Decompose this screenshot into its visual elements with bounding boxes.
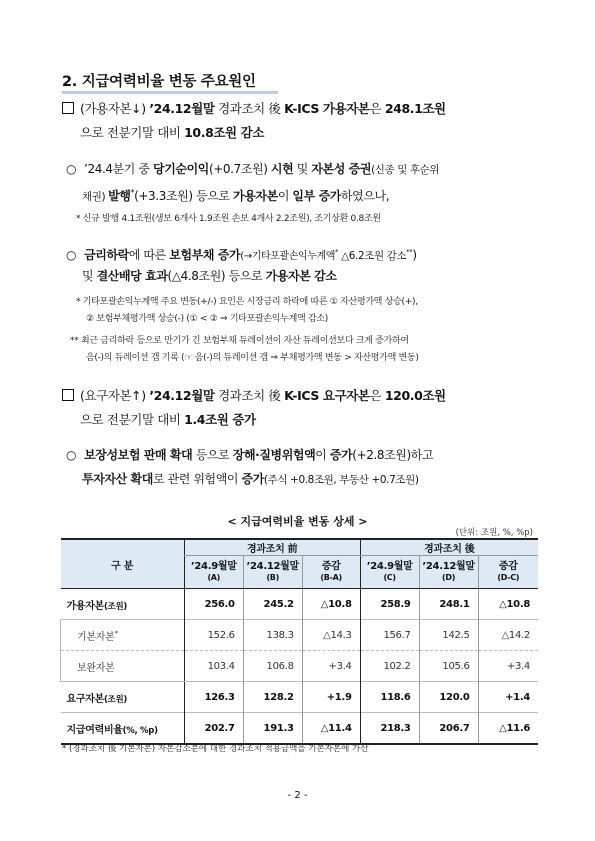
required-prefix: (요구자본↑): [80, 388, 150, 403]
cell: 218.3: [360, 713, 419, 745]
b3-l2a2: (주식 +0.8조원, 부동산 +0.7조원): [263, 474, 419, 486]
row-label: 가용자본(조원): [66, 600, 127, 612]
required-capital-paragraph-line2: [80, 408, 256, 432]
b2-b1: 금리하락: [84, 248, 129, 262]
available-change: 10.8조원 감소: [184, 125, 265, 140]
cell: △10.8: [478, 589, 538, 620]
b1-b1: 당기순이익: [153, 162, 209, 176]
bullet-protection-line2: [82, 467, 419, 492]
cell: 142.5: [419, 620, 478, 651]
b1-a4: (신종 및 후순위: [371, 164, 440, 176]
header-col: ’24.9월말 (C): [360, 556, 419, 589]
row-label: 요구자본(조원): [61, 682, 185, 713]
note-duration-line2: 음(-)의 듀레이션 갭 기록 (☞ 음(-)의 듀레이션 갭 ⇒ 부채평가액 변동 > 자산평가액 변동): [86, 353, 419, 363]
cell: △11.4: [302, 713, 360, 745]
b1-sup: *: [130, 188, 135, 197]
b1-a2: (+0.7조원): [209, 162, 271, 176]
cell: 258.9: [360, 589, 419, 620]
header-col: 증감 (B-A): [302, 556, 360, 589]
b1-l2e: 이: [277, 189, 293, 203]
bullet-rate-drop-line2: [82, 264, 337, 288]
cell: +1.4: [478, 682, 538, 713]
cell: +3.4: [302, 651, 360, 682]
b1-l2b: 발행: [108, 189, 131, 203]
b1-a3: 및: [293, 162, 312, 176]
b3-l2b2: 증가: [241, 472, 264, 486]
available-prefix: (가용자본↓): [80, 101, 150, 116]
cell: 102.2: [360, 651, 419, 682]
required-amount: 120.0조원: [384, 388, 446, 403]
table-title: < 지급여력비율 변동 상세 >: [227, 515, 368, 528]
b2-l2c: (△4.8조원) 등으로: [167, 269, 266, 283]
b3-b1: 보장성보험 판매 확대: [84, 448, 193, 462]
note-issuance: * 신규 발행 4.1조원(생보 6개사 1.9조원 손보 4개사 2.2조원), 조기상환 0.8조원: [76, 214, 381, 224]
b3-l2a1: 로 관련 위험액이: [152, 472, 242, 486]
b1-b2: 시현: [270, 162, 294, 176]
cell: 248.1: [419, 589, 478, 620]
table-row: [61, 682, 539, 713]
cell: 106.8: [243, 651, 302, 682]
cell: 103.4: [184, 651, 243, 682]
b1-l2f: 일부 증가: [292, 189, 341, 203]
bullet-net-income-line2: [82, 181, 389, 209]
b1-a1: ’24.4분기 중: [84, 162, 154, 176]
circle-bullet-icon: ○: [66, 248, 77, 262]
cell: 126.3: [184, 682, 243, 713]
row-label: 기본자본*: [61, 620, 185, 651]
note-oci-line1: * 기타포괄손익누계액 주요 변동(+/-) 요인은 시장금리 하락에 따른 ① 자산평가액 상승(+),: [76, 297, 418, 307]
available-capital-paragraph-line2: [80, 121, 264, 145]
bullet-net-income-line1: [66, 157, 439, 182]
available-mid2: 은: [369, 101, 385, 116]
b3-a2: 이: [315, 448, 330, 462]
available-amount: 248.1조원: [384, 101, 446, 116]
b2-b2: 보험부채 증가: [169, 248, 241, 262]
b3-a1: 등으로: [192, 448, 233, 462]
header-col: ’24.12월말 (D): [419, 556, 478, 589]
b1-l2d: 가용자본: [233, 189, 278, 203]
cell: 245.2: [243, 589, 302, 620]
header-before-transition: 경과조치 前: [184, 539, 360, 556]
table-row: [61, 651, 539, 682]
cell: △14.2: [478, 620, 538, 651]
available-mid1: 경과조치 後: [214, 101, 285, 116]
cell: 256.0: [184, 589, 243, 620]
b1-l2g: 하였으나,: [340, 189, 390, 203]
header-after-transition: 경과조치 後: [360, 539, 538, 556]
note-oci-line2: ② 보험부채평가액 상승(-) (① < ② ⇒ 기타포괄손익누계액 감소): [86, 314, 328, 324]
header-col: ’24.9월말 (A): [184, 556, 243, 589]
b3-l2b1: 투자자산 확대: [82, 472, 153, 486]
table-row: [61, 589, 539, 620]
cell: 128.2: [243, 682, 302, 713]
b2-sup: *: [335, 248, 339, 256]
circle-bullet-icon: ○: [66, 448, 77, 462]
b3-b3: 증가: [329, 448, 353, 462]
required-change: 1.4조원 증가: [184, 412, 256, 427]
available-date: ’24.12월말: [149, 101, 215, 116]
b2-sup2: **: [406, 248, 413, 256]
cell: +3.4: [478, 651, 538, 682]
note-duration-line1: ** 최근 금리하락 등으로 만기가 긴 보험부채 듀레이션이 자산 듀레이션보다 크게 증가하여: [70, 336, 409, 346]
table-footnote: * (경과조치 後 기본자본) 자본감소분에 대한 경과조치 적용금액을 기본자본에 가산: [62, 744, 369, 754]
header-category: 구 분: [61, 539, 185, 589]
b3-a3: (+2.8조원)하고: [352, 448, 434, 462]
cell: △10.8: [302, 589, 360, 620]
header-col: 증감 (D-C): [478, 556, 538, 589]
available-capital-paragraph-line1: [62, 97, 446, 121]
square-bullet-icon: [62, 102, 74, 114]
required-capital-paragraph-line1: [62, 384, 446, 408]
page-number: - 2 -: [287, 790, 308, 801]
b1-l2c: (+3.3조원) 등으로: [134, 189, 234, 203]
cell: 138.3: [243, 620, 302, 651]
available-subject: K-ICS 가용자본: [284, 101, 370, 116]
cell: 152.6: [184, 620, 243, 651]
b1-l2a: 채권): [82, 191, 109, 203]
b2-l2b: 결산배당 효과: [96, 269, 168, 283]
required-mid1: 경과조치 後: [214, 388, 285, 403]
circle-bullet-icon: ○: [66, 162, 77, 176]
cell: 206.7: [419, 713, 478, 745]
cell: 105.6: [419, 651, 478, 682]
cell: 118.6: [360, 682, 419, 713]
bullet-protection-line1: [66, 443, 433, 467]
b2-a4: ): [412, 248, 417, 262]
cell: 202.7: [184, 713, 243, 745]
row-label: 지급여력비율(%, %p): [61, 713, 185, 745]
b2-l2d: 가용자본 감소: [265, 269, 337, 283]
table-row: [61, 620, 539, 651]
required-line2-pre: 으로 전분기말 대비: [80, 412, 185, 427]
b2-a3: △6.2조원 감소: [338, 250, 407, 262]
header-col: ’24.12월말 (B): [243, 556, 302, 589]
required-date: ’24.12월말: [149, 388, 215, 403]
solvency-detail-table: [60, 538, 538, 745]
required-subject: K-ICS 요구자본: [284, 388, 370, 403]
b2-l2a: 및: [82, 269, 97, 283]
table-unit: (단위: 조원, %, %p): [455, 528, 533, 538]
cell: 156.7: [360, 620, 419, 651]
row-label: 보완자본: [61, 651, 185, 682]
required-mid2: 은: [369, 388, 385, 403]
cell: △11.6: [478, 713, 538, 745]
b3-b2: 장해·질병위험액: [232, 448, 316, 462]
b2-a2: (→기타포괄손익누계액: [240, 251, 336, 262]
section-title: 2. 지급여력비율 변동 주요원인: [62, 74, 256, 90]
section-title-underline: [62, 91, 278, 94]
available-line2-pre: 으로 전분기말 대비: [80, 125, 185, 140]
cell: △14.3: [302, 620, 360, 651]
b2-a1: 에 따른: [128, 248, 170, 262]
table-row: [61, 713, 539, 745]
b1-b3: 자본성 증권: [311, 162, 372, 176]
cell: +1.9: [302, 682, 360, 713]
cell: 120.0: [419, 682, 478, 713]
cell: 191.3: [243, 713, 302, 745]
square-bullet-icon: [62, 389, 74, 401]
